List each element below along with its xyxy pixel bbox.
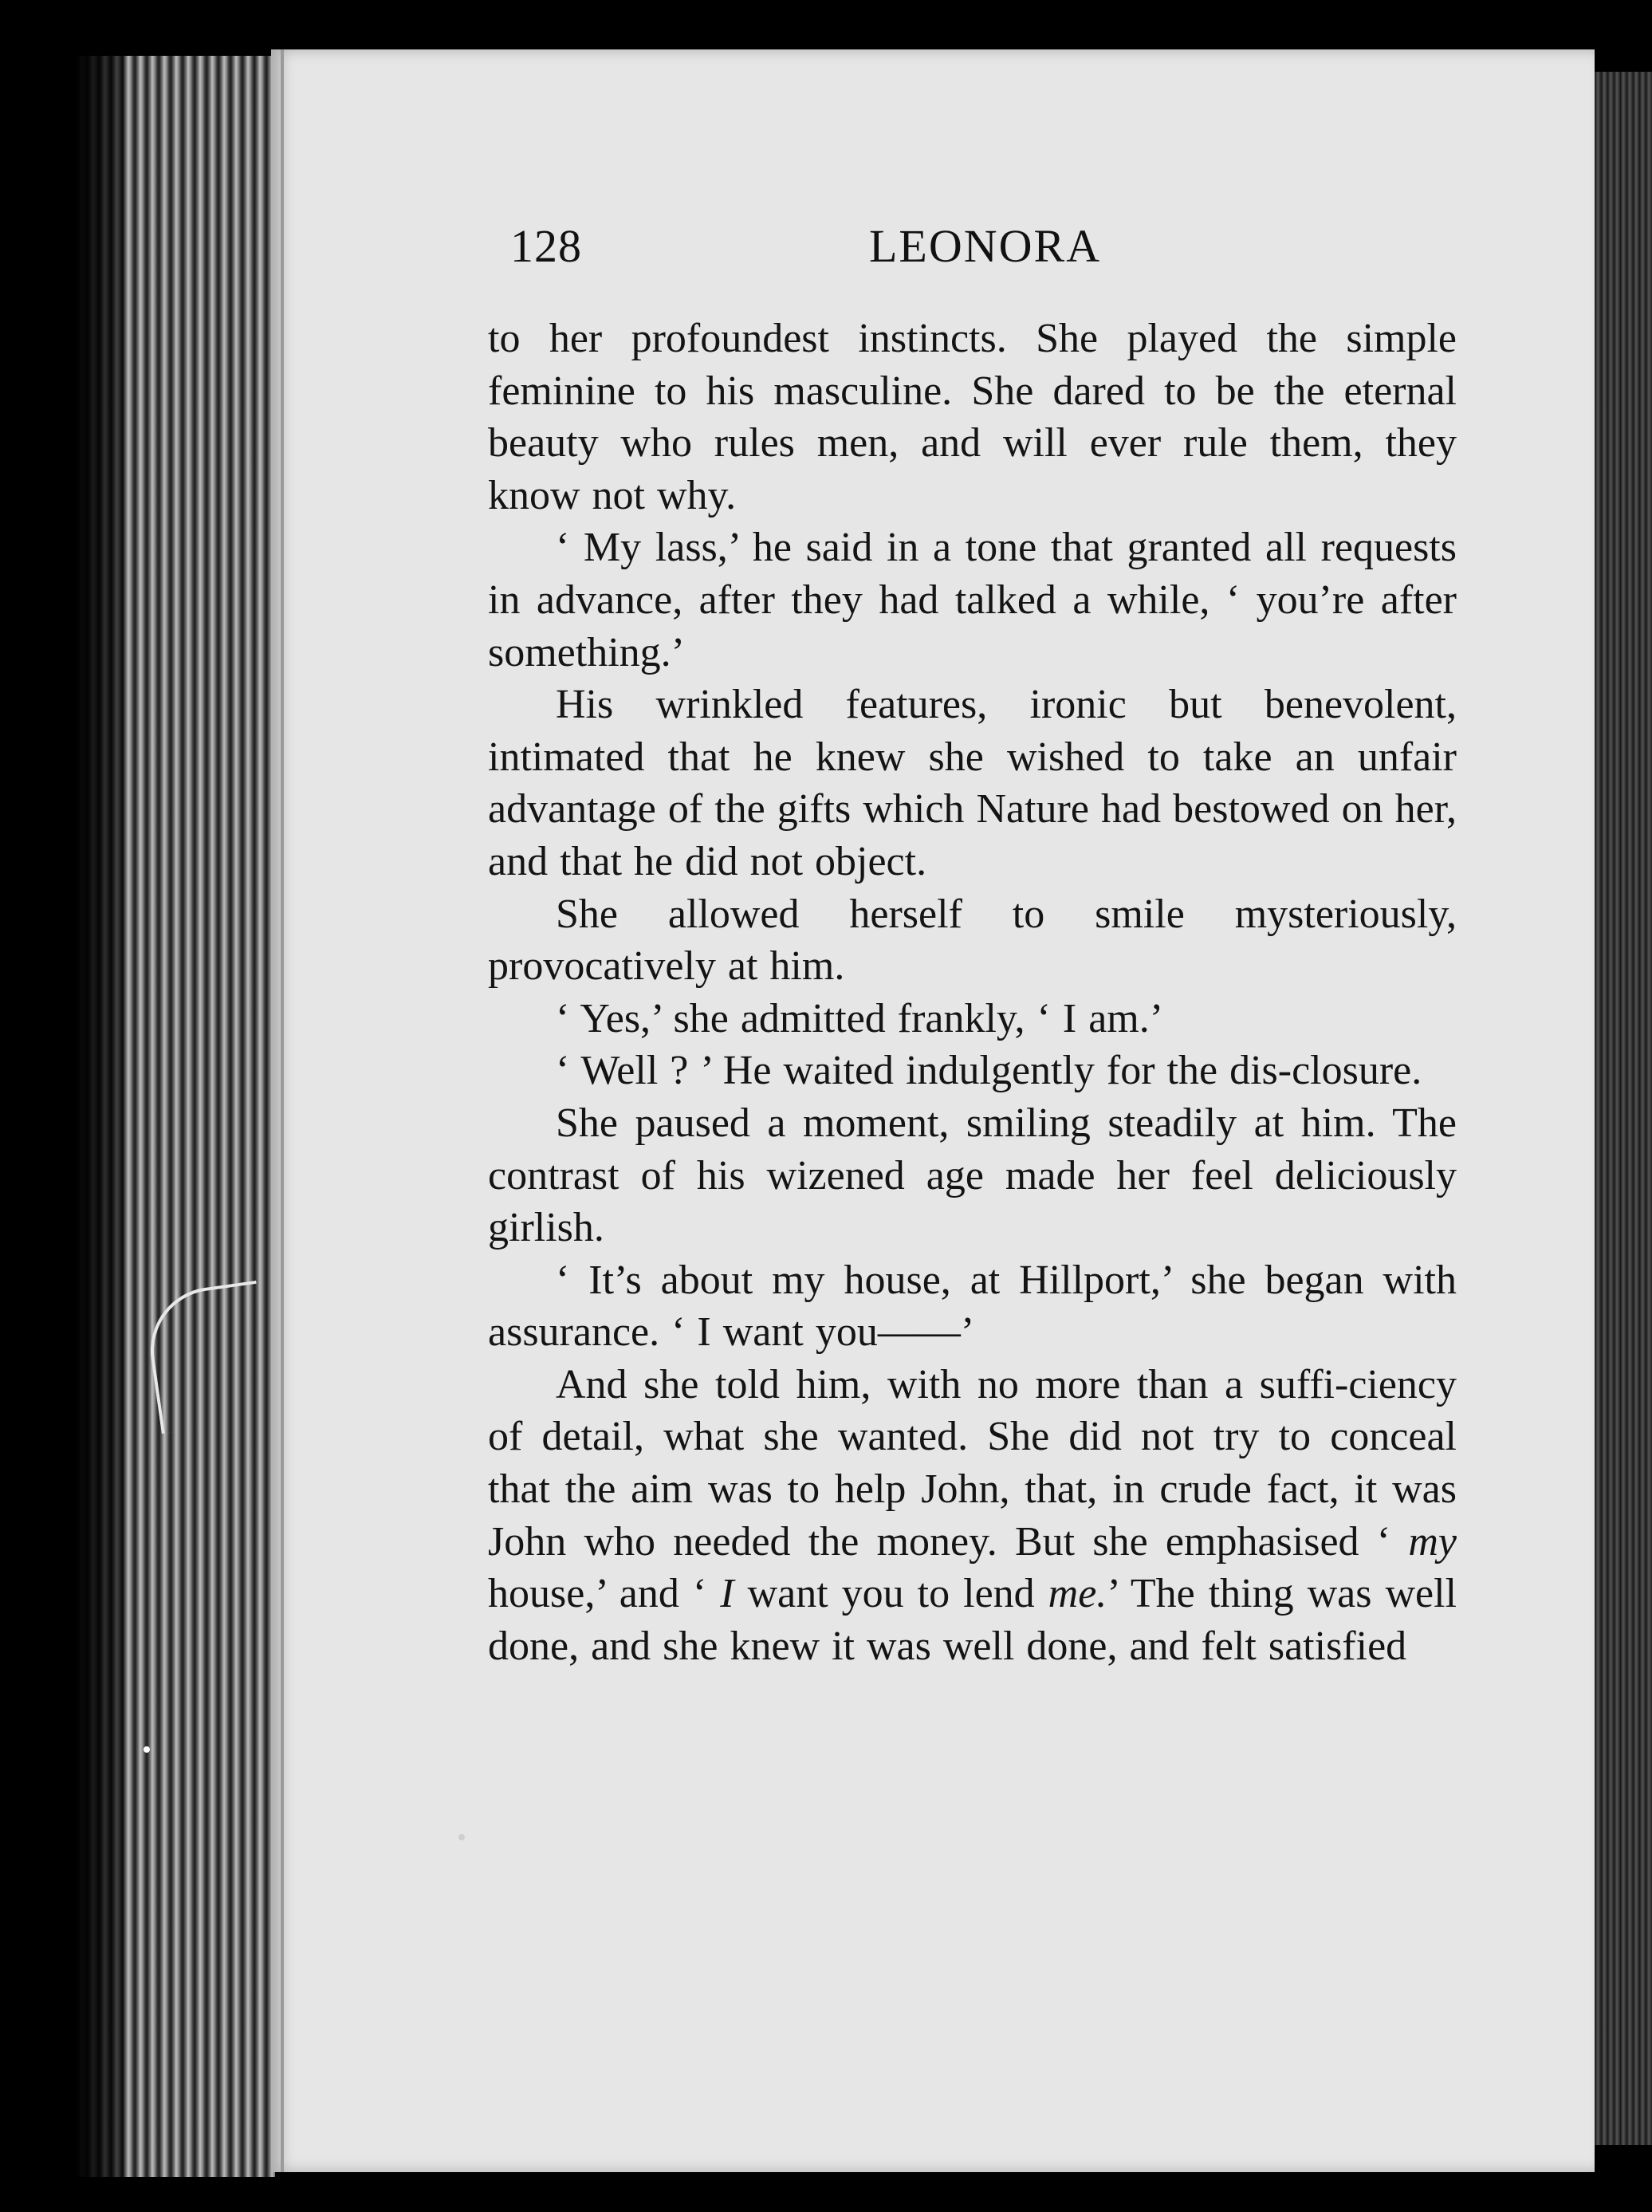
italic-segment: my xyxy=(1408,1518,1457,1565)
paragraph: She allowed herself to smile mysteriously, provocatively at him. xyxy=(488,891,1457,990)
text-segment: want you to lend xyxy=(734,1571,1048,1617)
paragraph: ‘ It’s about my house, at Hillport,’ she began with assurance. ‘ I want you——’ xyxy=(488,1257,1457,1356)
paragraph: ‘ My lass,’ he said in a tone that granted all requests in advance, after they had talked a while, ‘ you’re after something.’ xyxy=(488,525,1457,675)
paragraph: ‘ Yes,’ she admitted frankly, ‘ I am.’ xyxy=(556,995,1164,1041)
paragraph: ‘ Well ? ’ He waited indulgently for the dis-closure. xyxy=(556,1048,1422,1094)
paragraph xyxy=(488,1359,1457,1673)
body-text xyxy=(488,313,1457,1672)
page-number: 128 xyxy=(510,220,582,272)
paragraph: to her profoundest instincts. She played the simple feminine to his masculine. She dared to be the eternal beauty who rules men, and will ever rule them, they know not why. xyxy=(488,316,1457,518)
page-edge-shadow xyxy=(76,56,124,2177)
paragraph: She paused a moment, smiling steadily at him. The contrast of his wizened age made her feel deliciously girlish. xyxy=(488,1100,1457,1251)
italic-segment: me. xyxy=(1048,1571,1107,1617)
right-gutter-edge xyxy=(1595,72,1652,2145)
page-margin-line xyxy=(281,49,284,2172)
italic-segment: I xyxy=(720,1571,734,1617)
running-head: LEONORA xyxy=(869,220,1102,272)
text-segment: house,’ and ‘ xyxy=(488,1571,721,1617)
text-segment: ’ The thing was well done, and she knew it was well done, and felt satisfied xyxy=(488,1571,1457,1669)
text-segment: And she told him, with no more than a suffi-ciency of detail, what she wanted. She did not try to conceal that the aim was to help John, that, in crude fact, it was John who needed the money. But she emphasised ‘ xyxy=(488,1361,1457,1565)
scan-speck xyxy=(458,1834,465,1840)
paragraph: His wrinkled features, ironic but benevolent, intimated that he knew she wished to take an unfair advantage of the gifts which Nature had bestowed on her, and that he did not object. xyxy=(488,682,1457,884)
scan-speck xyxy=(144,1746,150,1753)
